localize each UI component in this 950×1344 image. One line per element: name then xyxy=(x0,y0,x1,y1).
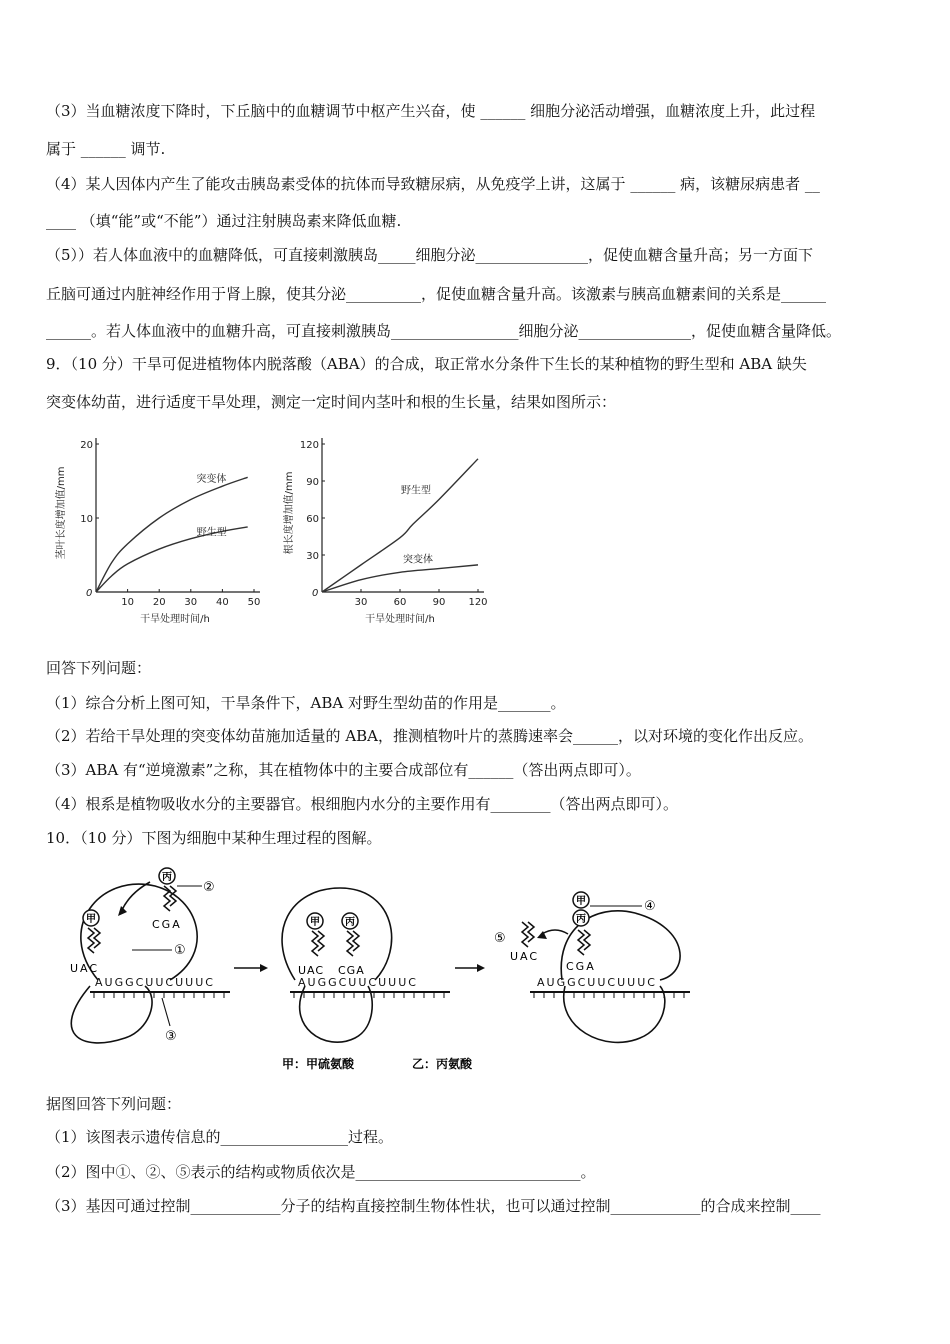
chart2-y-tick-label: 60 xyxy=(306,514,319,525)
chart2-x-tick-label: 120 xyxy=(468,597,488,608)
trna-stem-bing-3 xyxy=(578,930,590,955)
trna-stem-bing-2 xyxy=(347,931,359,956)
ribosome-small-subunit-2 xyxy=(300,986,373,1042)
ribosome-small-subunit-1 xyxy=(71,986,152,1043)
chart2-series-line-2 xyxy=(322,565,478,592)
trna-stem-released xyxy=(522,922,534,947)
chart1-series-label-1: 突变体 xyxy=(196,474,227,486)
svg-text:丙: 丙 xyxy=(345,917,355,928)
q10-answer-intro: 据图回答下列问题： xyxy=(46,1095,182,1113)
amino-acid-bing-1 xyxy=(159,868,175,884)
chart2-y-tick-label: 120 xyxy=(299,440,319,451)
chart2-series-label-1: 野生型 xyxy=(401,485,431,497)
svg-text:丙: 丙 xyxy=(162,872,172,883)
chart2-xlabel: 干旱处理时间/h xyxy=(365,614,435,625)
shoot-growth-chart xyxy=(50,428,270,633)
q8-part5-line3: ______。若人体血液中的血糖升高，可直接刺激胰岛_________________细胞分泌_______________，促使血糖含量降低。 xyxy=(46,322,842,340)
chart1-x-tick-label: 50 xyxy=(247,597,261,608)
root-growth-chart xyxy=(278,428,500,633)
q9-question-2: （2）若给干旱处理的突变体幼苗施加适量的 ABA，推测植物叶片的蒸腾速率会______，以对环境的变化作出反应。 xyxy=(46,727,814,745)
chart1-x-tick-label: 20 xyxy=(152,597,166,608)
anticodon-cga-3: CGA xyxy=(566,960,596,973)
chart1-x-tick-label: 10 xyxy=(121,597,134,608)
q8-part3-line1: （3）当血糖浓度下降时，下丘脑中的血糖调节中枢产生兴奋，使 ______ 细胞分泌活动增强，血糖浓度上升，此过程 xyxy=(46,102,816,120)
mrna-sequence-2: AUGGCUUCUUUC xyxy=(298,976,418,989)
callout-1: ① xyxy=(174,943,186,958)
q8-part3-line2: 属于 ______ 调节. xyxy=(46,140,166,158)
trna-stem-jia-2 xyxy=(312,931,324,956)
svg-text:甲: 甲 xyxy=(576,896,586,907)
anticodon-uac-1: UAC xyxy=(70,962,100,975)
chart2-y-tick-label: 30 xyxy=(306,551,319,562)
incoming-trna-arrow xyxy=(122,882,150,910)
chart1-y-tick-label: 10 xyxy=(80,514,93,525)
amino-acid-jia-1 xyxy=(83,910,99,926)
q8-part4-line1: （4）某人因体内产生了能攻击胰岛素受体的抗体而导致糖尿病，从免疫学上讲，这属于 ______ 病，该糖尿病患者 __ xyxy=(46,175,820,193)
q10-question-3: （3）基因可通过控制____________分子的结构直接控制生物体性状，也可以通过控制____________的合成来控制____ xyxy=(46,1197,821,1215)
chart1-ylabel: 茎叶长度增加值/mm xyxy=(56,466,67,560)
chart1-origin-label: 0 xyxy=(86,588,93,599)
callout-4: ④ xyxy=(644,899,656,914)
chart2-series-label-2: 突变体 xyxy=(403,554,433,566)
svg-text:甲: 甲 xyxy=(310,917,320,928)
anticodon-cga-1: CGA xyxy=(152,918,182,931)
callout-3: ③ xyxy=(165,1029,177,1044)
legend-yi: 乙：丙氨酸 xyxy=(412,1057,473,1071)
released-trna-arrow xyxy=(542,930,568,934)
amino-acid-jia-3 xyxy=(573,892,589,908)
chart2-x-tick-label: 30 xyxy=(354,597,368,608)
q8-part4-line2: ____ （填“能”或“不能”）通过注射胰岛素来降低血糖. xyxy=(46,212,402,230)
q9-stem-line1: 9．（10 分）干旱可促进植物体内脱落酸（ABA）的合成，取正常水分条件下生长的某种植物的野生型和 ABA 缺失 xyxy=(46,355,807,373)
mrna-sequence-1: AUGGCUUCUUUC xyxy=(95,976,215,989)
q10-question-1: （1）该图表示遗传信息的_________________过程。 xyxy=(46,1128,394,1146)
amino-acid-bing-3 xyxy=(573,910,589,926)
legend-jia: 甲：甲硫氨酸 xyxy=(282,1057,355,1071)
callout-2: ② xyxy=(203,880,215,895)
q9-question-1: （1）综合分析上图可知，干旱条件下，ABA 对野生型幼苗的作用是_______。 xyxy=(46,694,566,712)
anticodon-cga-2: CGA xyxy=(338,964,365,977)
amino-acid-bing-2 xyxy=(342,913,358,929)
q8-part5-line1: （5））若人体血液中的血糖降低，可直接刺激胰岛_____细胞分泌_______________，促使血糖含量升高；另一方面下 xyxy=(46,246,814,264)
translation-diagram xyxy=(50,858,710,1083)
anticodon-uac-2: UAC xyxy=(298,964,325,977)
chart1-x-tick-label: 30 xyxy=(184,597,198,608)
q8-part5-line2: 丘脑可通过内脏神经作用于肾上腺，使其分泌__________，促使血糖含量升高。该激素与胰高血糖素间的关系是______ xyxy=(46,285,827,303)
chart2-origin-label: 0 xyxy=(312,588,319,599)
chart1-x-tick-label: 40 xyxy=(216,597,229,608)
trna-stem-jia-1 xyxy=(88,928,100,953)
callout-5: ⑤ xyxy=(494,931,506,946)
chart1-series-label-2: 野生型 xyxy=(196,527,227,539)
q9-question-3: （3）ABA 有“逆境激素”之称，其在植物体中的主要合成部位有______（答出两点即可）。 xyxy=(46,761,641,779)
chart1-y-tick-label: 20 xyxy=(80,440,93,451)
amino-acid-jia-2 xyxy=(307,913,323,929)
svg-text:丙: 丙 xyxy=(576,914,586,925)
chart2-ylabel: 根长度增加值/mm xyxy=(284,471,295,555)
q10-stem: 10．（10 分）下图为细胞中某种生理过程的图解。 xyxy=(46,829,382,847)
chart2-x-tick-label: 60 xyxy=(393,597,407,608)
q10-question-2: （2）图中①、②、⑤表示的结构或物质依次是______________________________。 xyxy=(46,1163,596,1181)
q9-stem-line2: 突变体幼苗，进行适度干旱处理，测定一定时间内茎叶和根的生长量，结果如图所示： xyxy=(46,393,617,411)
chart2-x-tick-label: 90 xyxy=(432,597,446,608)
svg-text:甲: 甲 xyxy=(86,914,96,925)
q9-question-4: （4）根系是植物吸收水分的主要器官。根细胞内水分的主要作用有________（答出两点即可）。 xyxy=(46,795,679,813)
chart1-xlabel: 干旱处理时间/h xyxy=(140,614,210,625)
chart2-y-tick-label: 90 xyxy=(306,477,319,488)
anticodon-uac-released: UAC xyxy=(510,950,540,963)
mrna-sequence-3: AUGGCUUCUUUC xyxy=(537,976,657,989)
q9-answer-intro: 回答下列问题： xyxy=(46,659,152,677)
